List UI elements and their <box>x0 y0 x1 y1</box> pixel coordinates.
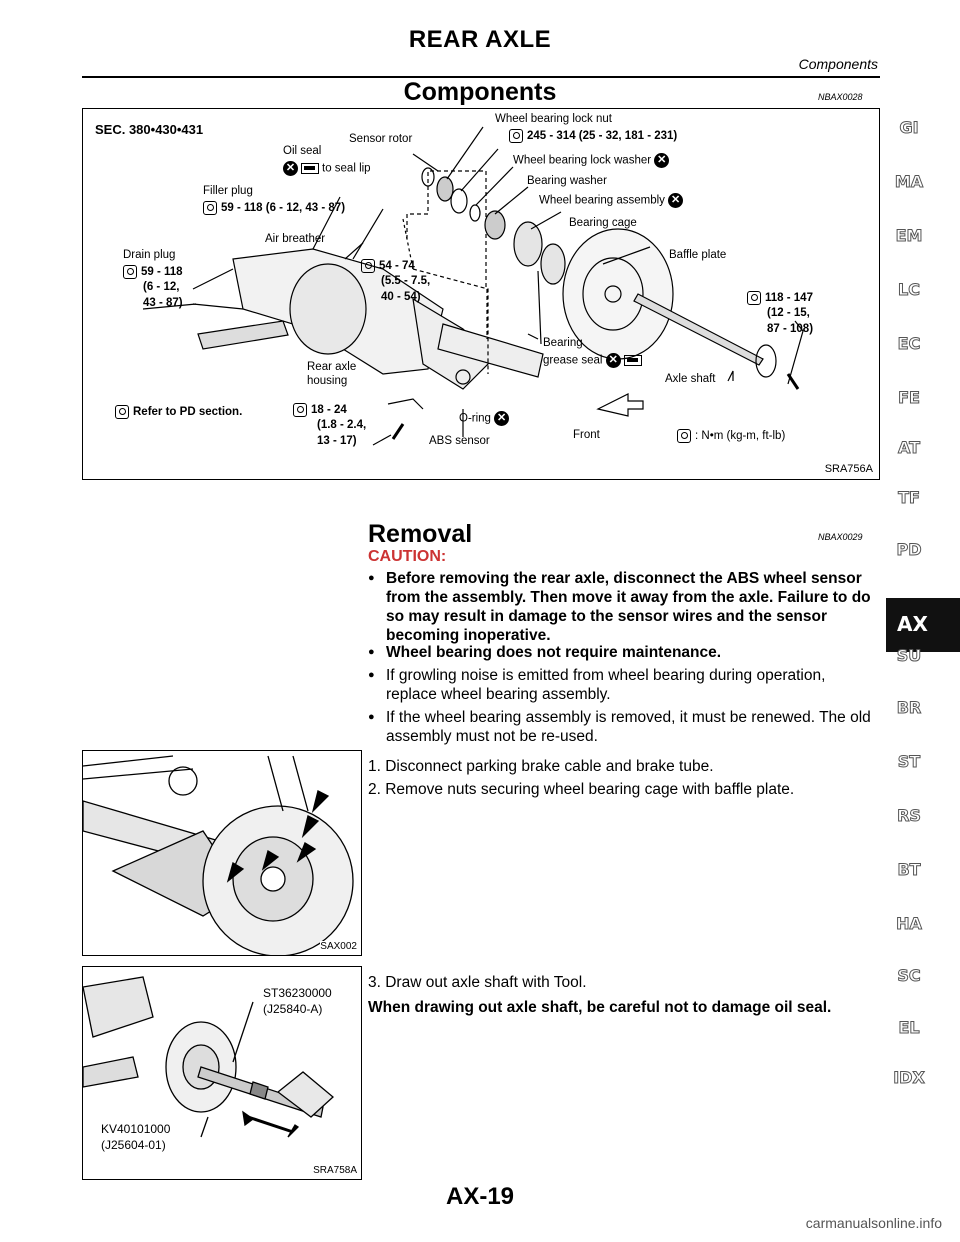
tab-lc[interactable]: LC <box>898 280 920 299</box>
torque-icon <box>677 429 691 443</box>
torque-icon <box>747 291 761 305</box>
label-drain-plug: Drain plug <box>123 249 176 261</box>
replace-icon: ✕ <box>606 353 621 368</box>
figure-code: SRA756A <box>824 463 873 475</box>
drain-torque-2: (6 - 12, <box>143 281 180 293</box>
tool-j25840: (J25840-A) <box>263 1002 323 1016</box>
figure-axle-shaft-tool <box>82 966 362 1180</box>
tab-ax-active[interactable] <box>886 598 960 652</box>
tab-gi[interactable]: GI <box>899 118 919 137</box>
torque-icon <box>293 403 307 417</box>
figure-code: SRA758A <box>313 1165 357 1176</box>
drain-torque-3: 43 - 87) <box>143 297 183 309</box>
components-figure <box>82 108 880 480</box>
unit-legend <box>677 429 785 443</box>
label-baffle-plate: Baffle plate <box>669 249 727 261</box>
label-bearing: Bearing <box>543 337 583 349</box>
mid-torque-3: 40 - 54) <box>381 291 421 303</box>
refer-pd-text: Refer to PD section. <box>133 406 243 419</box>
replace-icon: ✕ <box>654 153 669 168</box>
tool-st36230000: ST36230000 <box>263 986 332 1000</box>
mid-torque-2: (5.5 - 7.5, <box>381 275 431 287</box>
caution-bullet: ● If growling noise is emitted from wheel bearing during operation, replace wheel bearing assembly. <box>368 666 880 704</box>
label-bearing-cage: Bearing cage <box>569 217 637 229</box>
tab-fe[interactable]: FE <box>898 388 920 407</box>
components-title: Components <box>403 78 557 106</box>
tab-ma[interactable]: MA <box>894 172 924 191</box>
replace-icon: ✕ <box>494 411 509 426</box>
bearing-assembly-text: Wheel bearing assembly <box>539 194 665 207</box>
refer-pd <box>115 405 242 419</box>
shaft-torque-value-1: 118 - 147 <box>765 292 813 305</box>
mid-torque-1 <box>361 259 415 273</box>
drain-torque-1 <box>123 265 183 279</box>
tab-ax-label: AX <box>897 612 928 636</box>
torque-icon <box>361 259 375 273</box>
tool-kv40101000: KV40101000 <box>101 1122 171 1136</box>
figure-code: SAX002 <box>320 941 357 952</box>
shaft-torque-1 <box>747 291 813 305</box>
abs-torque-value-1: 18 - 24 <box>311 404 347 417</box>
grease-seal-text: grease seal <box>543 354 603 367</box>
caution-bullet: ● Wheel bearing does not require maintenance. <box>368 643 880 662</box>
lock-nut-torque <box>509 129 677 143</box>
grease-icon <box>301 163 319 174</box>
tab-el[interactable]: EL <box>898 1018 920 1037</box>
tab-ec[interactable]: EC <box>897 334 921 353</box>
page-header-subtitle: Components <box>798 56 878 72</box>
unit-legend-text: : N•m (kg-m, ft-lb) <box>695 430 786 443</box>
tool-j25604: (J25604-01) <box>101 1138 166 1152</box>
removal-step: 3. Draw out axle shaft with Tool. <box>368 974 587 991</box>
bearing-cage-drawing <box>83 751 362 956</box>
label-filler-plug: Filler plug <box>203 185 253 197</box>
lock-washer-text: Wheel bearing lock washer <box>513 154 652 167</box>
label-lock-nut: Wheel bearing lock nut <box>495 113 612 125</box>
abs-torque-1 <box>293 403 347 417</box>
label-rear-axle: Rear axle <box>307 361 357 373</box>
watermark: carmanualsonline.info <box>805 1215 942 1231</box>
label-to-seal-lip: to seal lip <box>322 162 371 175</box>
label-axle-shaft: Axle shaft <box>665 373 716 385</box>
label-grease-seal <box>543 353 645 368</box>
abs-torque-2: (1.8 - 2.4, <box>317 419 367 431</box>
caution-bullet: ● If the wheel bearing assembly is removed, it must be renewed. The old assembly must not be re-used. <box>368 708 880 746</box>
oil-seal-note <box>283 161 371 176</box>
label-sensor-rotor: Sensor rotor <box>349 133 413 145</box>
tab-ha[interactable]: HA <box>896 914 922 933</box>
filler-torque <box>203 201 345 215</box>
removal-step: 1. Disconnect parking brake cable and brake tube. <box>368 758 714 775</box>
removal-warning: When drawing out axle shaft, be careful not to damage oil seal. <box>368 999 832 1016</box>
torque-icon <box>203 201 217 215</box>
label-bearing-washer: Bearing washer <box>527 175 607 187</box>
lock-nut-torque-value: 245 - 314 (25 - 32, 181 - 231) <box>527 130 678 143</box>
tab-idx[interactable]: IDX <box>893 1068 925 1087</box>
replace-icon: ✕ <box>283 161 298 176</box>
abs-torque-3: 13 - 17) <box>317 435 357 447</box>
figure-bearing-cage-nuts <box>82 750 362 956</box>
page-header-title: REAR AXLE <box>408 26 552 53</box>
tab-tf[interactable]: TF <box>898 488 920 507</box>
label-o-ring <box>459 411 509 426</box>
page-number: AX-19 <box>445 1183 515 1210</box>
o-ring-text: O-ring <box>459 412 491 425</box>
grease-icon <box>624 355 642 366</box>
section-numbers: SEC. 380•430•431 <box>95 122 204 137</box>
label-housing: housing <box>307 375 348 387</box>
components-ref-code: NBAX0028 <box>818 92 863 102</box>
tab-bt[interactable]: BT <box>897 860 921 879</box>
label-oil-seal: Oil seal <box>283 145 322 157</box>
label-lock-washer <box>513 153 669 168</box>
tab-st[interactable]: ST <box>897 752 921 771</box>
tab-su[interactable]: SU <box>896 646 922 665</box>
tab-sc[interactable]: SC <box>897 966 921 985</box>
tab-br[interactable]: BR <box>896 698 922 717</box>
shaft-torque-2: (12 - 15, <box>767 307 810 319</box>
removal-step: 2. Remove nuts securing wheel bearing cage with baffle plate. <box>368 781 795 798</box>
tab-at[interactable]: AT <box>897 438 921 457</box>
filler-torque-value: 59 - 118 (6 - 12, 43 - 87) <box>221 202 346 215</box>
removal-ref-code: NBAX0029 <box>818 532 863 542</box>
removal-title: Removal <box>368 520 473 548</box>
mid-torque-value-1: 54 - 74 <box>379 260 415 273</box>
caution-heading: CAUTION: <box>368 548 447 565</box>
label-air-breather: Air breather <box>265 233 326 245</box>
label-front: Front <box>573 429 600 441</box>
tab-pd[interactable]: PD <box>896 540 922 559</box>
torque-icon <box>509 129 523 143</box>
label-bearing-assembly <box>539 193 683 208</box>
label-abs-sensor: ABS sensor <box>429 435 490 447</box>
tab-em[interactable]: EM <box>895 226 923 245</box>
caution-bullet: ● Before removing the rear axle, disconnect the ABS wheel sensor from the assembly. Then move it away from the axle. Failure to do so may result in damage to the sensor wires and the sensor becoming inoperative. <box>368 569 880 645</box>
drain-torque-value-1: 59 - 118 <box>141 266 183 279</box>
torque-icon <box>123 265 137 279</box>
replace-icon: ✕ <box>668 193 683 208</box>
shaft-torque-3: 87 - 108) <box>767 323 814 335</box>
tab-rs[interactable]: RS <box>897 806 921 825</box>
torque-icon <box>115 405 129 419</box>
